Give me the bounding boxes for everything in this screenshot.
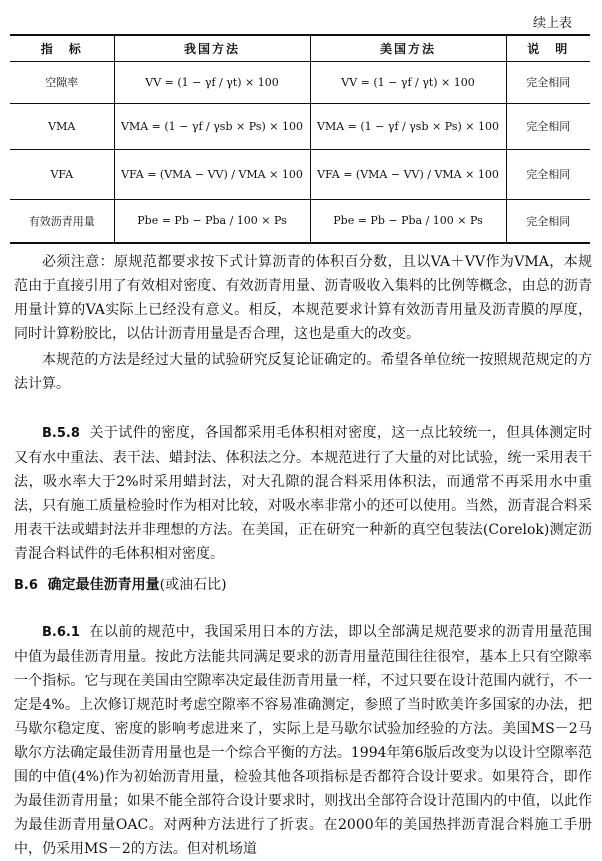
formula-cn: Pbe = Pb − Pba / 100 × Ps — [114, 199, 310, 243]
table-row — [10, 61, 590, 103]
cell-note: 完全相同 — [506, 103, 590, 149]
heading-subtitle: (或油石比) — [159, 577, 227, 593]
heading-number: B.6 — [14, 578, 38, 593]
cell-indicator: VMA — [48, 119, 76, 133]
heading-title: 确定最佳沥青用量 — [47, 577, 160, 593]
section-heading-b6 — [14, 574, 227, 594]
paragraph-note: 必须注意：原规范都要求按下式计算沥青的体积百分数，且以VA＋VV作为VMA，本规范由于直接引用了有效相对密度、有效沥青用量、沥青吸收入集料的比例等概念，由总的沥青用量计算的VA实际上已经没有意义。相反，本规范要求计算有效沥青用量及沥青膜的厚度，同时计算粉胶比，以估计沥青用量是否合理，这也是重大的改变。 — [14, 254, 592, 342]
cell-note: 完全相同 — [506, 149, 590, 199]
section-b61 — [14, 620, 592, 861]
continued-label: 续上表 — [532, 16, 572, 31]
section-number: B.6.1 — [42, 625, 80, 640]
formula-us: VV = (1 − γf / γt) × 100 — [310, 61, 506, 103]
header-cn: 我国方法 — [114, 35, 310, 61]
formula-us: VMA = (1 − γf / γsb × Ps) × 100 — [310, 103, 506, 149]
cell-indicator: 有效沥青用量 — [28, 214, 95, 228]
section-text: 关于试件的密度，各国都采用毛体积相对密度，这一点比较统一，但具体测定时又有水中重法、表干法、蜡封法、体积法之分。本规范进行了大量的对比试验，统一采用表干法，吸水率大于2%时采用蜡封法，对大孔隙的混合料采用体积法，而通常不再采用水中重法，只有施工质量检验时作为相对比较，对吸水率非常小的还可以使用。当然，沥青混合料采用表干法或蜡封法并非理想的方法。在美国，正在研究一种新的真空包装法(Corelok)测定沥青混合料试件的毛体积相对密度。 — [14, 425, 592, 562]
table-row — [10, 199, 590, 243]
comparison-table — [10, 34, 590, 244]
formula-cn: VMA = (1 − γf / γsb × Ps) × 100 — [114, 103, 310, 149]
cell-indicator: 空隙率 — [45, 76, 79, 89]
formula-cn: VV = (1 − γf / γt) × 100 — [114, 61, 310, 103]
formula-us: VFA = (VMA − VV) / VMA × 100 — [310, 149, 506, 199]
header-note: 说 明 — [506, 35, 590, 61]
cell-indicator: VFA — [50, 167, 74, 181]
section-number: B.5.8 — [42, 426, 80, 441]
paragraph-method: 本规范的方法是经过大量的试验研究反复论证确定的。希望各单位统一按照规范规定的方法计算。 — [14, 352, 592, 392]
cell-note: 完全相同 — [506, 199, 590, 243]
header-indicator: 指 标 — [40, 41, 83, 56]
header-us: 美国方法 — [310, 35, 506, 61]
section-text: 在以前的规范中，我国采用日本的方法，即以全部满足规范要求的沥青用量范围中值为最佳沥青用量。按此方法能共同满足要求的沥青用量范围往往很窄，基本上只有空隙率一个指标。它与现在美国由空隙率决定最佳沥青用量一样，不过只要在设计范围内就行，不一定是4%。上次修订规范时考虑空隙率不容易准确测定，参照了当时欧美许多国家的办法，把马歇尔稳定度、密度的影响考虑进来了，实际上是马歇尔试验加经验的方法。美国MS－2马歇尔方法确定最佳沥青用量也是一个综合平衡的方法。1994年第6版后改变为以设计空隙率范围的中值(4%)作为初始沥青用量，检验其他各项指标是否都符合设计要求。如果符合，即作为最佳沥青用量；如果不能全部符合设计要求时，则找出全部符合设计范围内的中值，以此作为最佳沥青用量OAC。对两种方法进行了折衷。在2000年的美国热拌沥青混合料施工手册中，仍采用MS－2的方法。但对机场道 — [14, 624, 592, 857]
table-header-row — [10, 35, 590, 61]
formula-cn: VFA = (VMA − VV) / VMA × 100 — [114, 149, 310, 199]
cell-note: 完全相同 — [506, 61, 590, 103]
table-row — [10, 149, 590, 199]
formula-us: Pbe = Pb − Pba / 100 × Ps — [310, 199, 506, 243]
table-row — [10, 103, 590, 149]
section-b58 — [14, 421, 592, 566]
